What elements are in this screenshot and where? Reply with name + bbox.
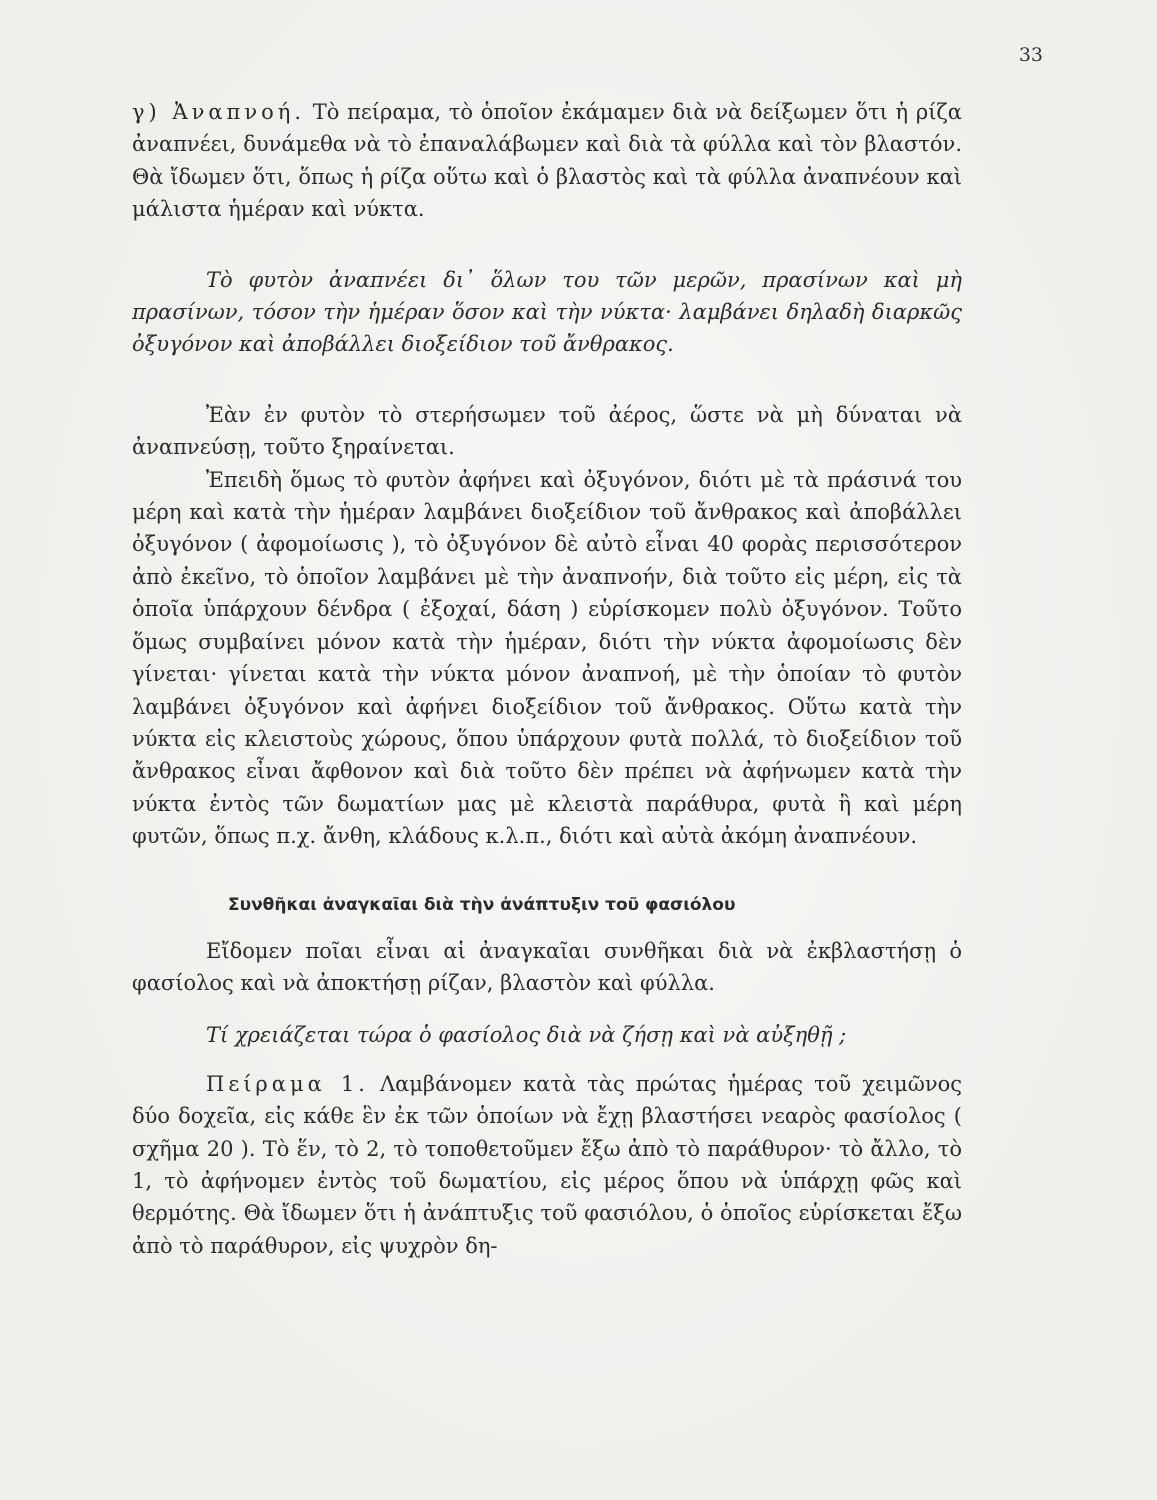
paragraph-air: Ἐὰν ἐν φυτὸν τὸ στερήσωμεν τοῦ ἀέρος, ὥστε νὰ μὴ δύναται νὰ ἀναπνεύσῃ, τοῦτο ξηραίνεται. bbox=[132, 402, 962, 460]
paragraph-respiration bbox=[132, 96, 962, 226]
paragraph-summary: Τὸ φυτὸν ἀναπνέει δι᾽ ὅλων του τῶν μερῶν, πρασίνων καὶ μὴ πρασίνων, τόσον τὴν ἡμέραν ὅσον καὶ τὴν νύκτα· λαμβάνει δηλαδὴ διαρκῶς ὀξυγόνον καὶ ἀποβάλλει διοξείδιον τοῦ ἄνθρακος. bbox=[132, 267, 962, 357]
paragraph-conditions: Εἴδομεν ποῖαι εἶναι αἱ ἀναγκαῖαι συνθῆκαι διὰ νὰ ἐκβλαστήσῃ ὁ φασίολος καὶ νὰ ἀποκτήσῃ ρίζαν, βλαστὸν καὶ φύλλα. bbox=[132, 938, 962, 995]
paragraph-question: Τί χρειάζεται τώρα ὁ φασίολος διὰ νὰ ζήσῃ καὶ νὰ αὐξηθῇ ; bbox=[206, 1023, 847, 1048]
body-text bbox=[132, 96, 962, 1262]
experiment-text: Λαμβάνομεν κατὰ τὰς πρώτας ἡμέρας τοῦ χειμῶνος δύο δοχεῖα, εἰς κάθε ἓν ἐκ τῶν ὁποίων νὰ ἔχῃ βλαστήσει νεαρὸς φασίολος ( σχῆμα 20 ). Τὸ ἕν, τὸ 2, τὸ τοποθετοῦμεν ἔξω ἀπὸ τὸ παράθυρον· τὸ ἄλλο, τὸ 1, τὸ ἀφήνομεν ἐντὸς τοῦ δωματίου, εἰς μέρος ὅπου νὰ ὑπάρχῃ φῶς καὶ θερμότης. Θὰ ἴδωμεν ὅτι ἡ ἀνάπτυξις τοῦ φασιόλου, ὁ ὁποῖος εὑρίσκεται ἔξω ἀπὸ τὸ παράθυρον, εἰς ψυχρὸν δη- bbox=[132, 1071, 962, 1258]
paragraph-oxygen: Ἐπειδὴ ὅμως τὸ φυτὸν ἀφήνει καὶ ὀξυγόνον, διότι μὲ τὰ πράσινά του μέρη καὶ κατὰ τὴν ἡμέραν λαμβάνει διοξείδιον τοῦ ἄνθρακος καὶ ἀποβάλλει ὀξυγόνον ( ἀφομοίωσις ), τὸ ὀξυγόνον δὲ αὐτὸ εἶναι 40 φορὰς περισσότερον ἀπὸ ἐκεῖνο, τὸ ὁποῖον λαμβάνει μὲ τὴν ἀναπνοήν, διὰ τοῦτο εἰς μέρη, εἰς τὰ ὁποῖα ὑπάρχουν δένδρα ( ἐξοχαί, δάση ) εὑρίσκομεν πολὺ ὀξυγόνον. Τοῦτο ὅμως συμβαίνει μόνον κατὰ τὴν ἡμέραν, διότι τὴν νύκτα ἀφομοίωσις δὲν γίνεται· γίνεται κατὰ τὴν νύκτα μόνον ἀναπνοή, μὲ τὴν ὁποίαν τὸ φυτὸν λαμβάνει ὀξυγόνον καὶ ἀφήνει διοξείδιον τοῦ ἄνθρακος. Οὕτω κατὰ τὴν νύκτα εἰς κλειστοὺς χώρους, ὅπου ὑπάρχουν φυτὰ πολλά, τὸ διοξείδιον τοῦ ἄνθρακος εἶναι ἄφθονον καὶ διὰ τοῦτο δὲν πρέπει νὰ ἀφήνωμεν κατὰ τὴν νύκτα ἐντὸς τῶν δωματίων μας μὲ κλειστὰ παράθυρα, φυτὰ ἢ καὶ μέρη φυτῶν, ὅπως π.χ. ἄνθη, κλάδους κ.λ.π., διότι καὶ αὐτὰ ἀκόμη ἀναπνέουν. bbox=[132, 467, 962, 849]
paragraph-text: Τὸ πείραμα, τὸ ὁποῖον ἐκάμαμεν διὰ νὰ δείξωμεν ὅτι ἡ ρίζα ἀναπνέει, δυνάμεθα νὰ τὸ ἐπαναλάβωμεν καὶ διὰ τὰ φύλλα καὶ τὸν βλαστόν. Θὰ ἴδωμεν ὅτι, ὅπως ἡ ρίζα οὕτω καὶ ὁ βλαστὸς καὶ τὰ φύλλα ἀναπνέουν καὶ μάλιστα ἡμέραν καὶ νύκτα. bbox=[132, 100, 962, 222]
experiment-label: Πείραμα 1. bbox=[206, 1071, 369, 1096]
section-heading: Συνθῆκαι ἀναγκαῖαι διὰ τὴν ἀνάπτυξιν τοῦ φασιόλου bbox=[228, 894, 736, 915]
page-number: 33 bbox=[1018, 44, 1043, 66]
paragraph-label: γ) Ἀναπνοή. bbox=[132, 100, 306, 124]
paragraph-experiment-1 bbox=[132, 1068, 962, 1262]
